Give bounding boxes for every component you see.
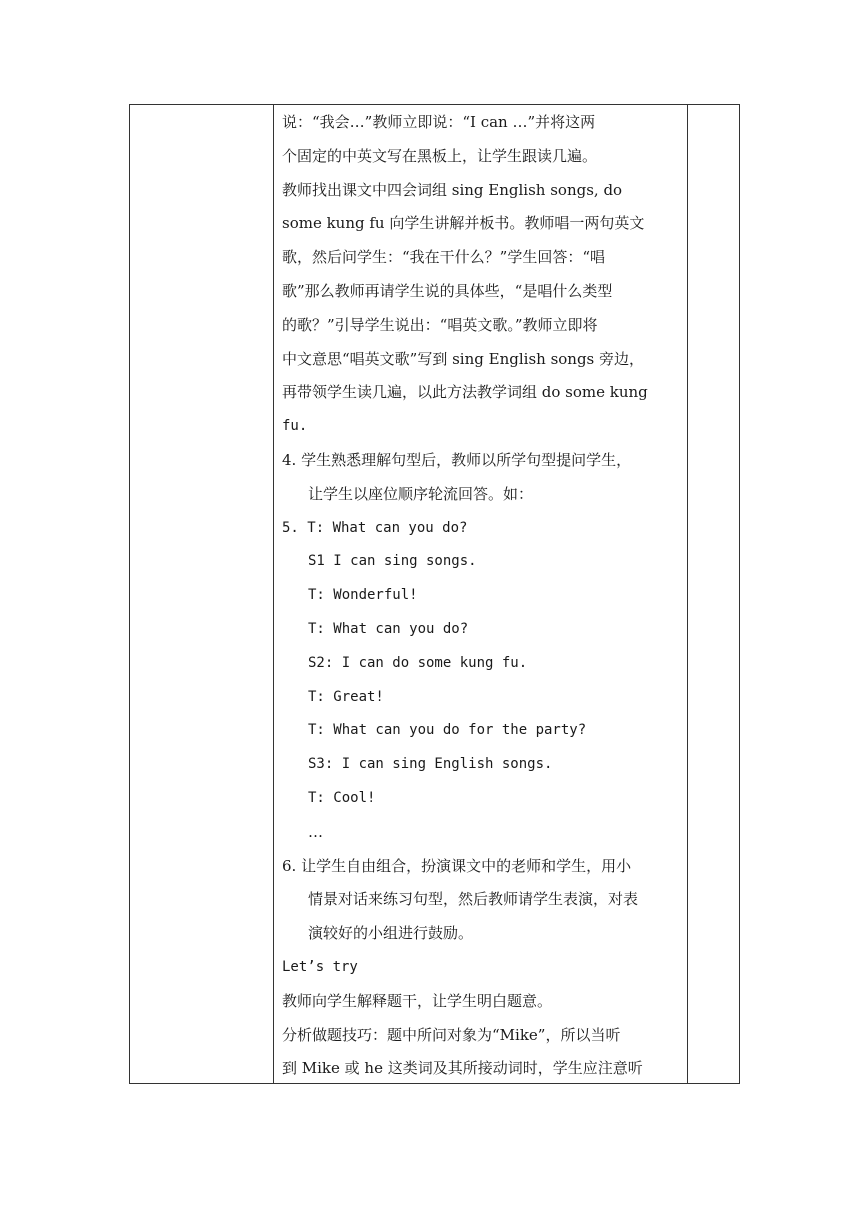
dialogue-line: S3: I can sing English songs. <box>308 756 553 773</box>
dialogue-line: S2: I can do some kung fu. <box>308 654 528 671</box>
section-heading-lets-try: Let’s try <box>282 958 358 975</box>
text-line: 的歌？”引导学生说出：“唱英文歌。”教师立即将 <box>282 315 598 334</box>
dialogue-line: T: What can you do? <box>308 620 469 637</box>
lesson-plan-table <box>129 104 740 1084</box>
text-line: 分析做题技巧：题中所问对象为“Mike”，所以当听 <box>282 1025 621 1044</box>
text-line: fu. <box>282 418 308 435</box>
column-divider-right <box>687 105 688 1083</box>
text-line: 歌，然后问学生：“我在干什么？”学生回答：“唱 <box>282 248 606 267</box>
column-divider-left <box>273 105 274 1083</box>
text-line: 情景对话来练习句型，然后教师请学生表演，对表 <box>308 890 639 909</box>
ellipsis-line: … <box>308 822 323 841</box>
text-line: 个固定的中英文写在黑板上，让学生跟读几遍。 <box>282 146 598 165</box>
dialogue-line: T: Great! <box>308 688 384 705</box>
dialogue-line: T: Cool! <box>308 789 376 806</box>
dialogue-line: T: What can you do for the party? <box>308 722 587 739</box>
numbered-item-5: 5. T: What can you do? <box>282 519 468 536</box>
text-line: 教师找出课文中四会词组 sing English songs, do <box>282 180 623 199</box>
numbered-item-6: 6. 让学生自由组合，扮演课文中的老师和学生，用小 <box>282 856 632 875</box>
text-line: 让学生以座位顺序轮流回答。如： <box>308 484 534 503</box>
text-line: some kung fu 向学生讲解并板书。教师唱一两句英文 <box>282 214 645 233</box>
dialogue-line: T: Wonderful! <box>308 587 418 604</box>
text-line: 歌”那么教师再请学生说的具体些，“是唱什么类型 <box>282 281 613 300</box>
text-line: 说：“我会…”教师立即说：“I can …”并将这两 <box>282 113 596 131</box>
text-line: 到 Mike 或 he 这类词及其所接动词时，学生应注意听 <box>282 1059 643 1078</box>
text-line: 教师向学生解释题干，让学生明白题意。 <box>282 991 553 1010</box>
text-line: 中文意思“唱英文歌”写到 sing English songs 旁边， <box>282 349 645 368</box>
text-line: 演较好的小组进行鼓励。 <box>308 924 474 943</box>
teaching-procedure-cell <box>282 105 686 1086</box>
text-line: 再带领学生读几遍，以此方法教学词组 do some kung <box>282 383 648 402</box>
dialogue-line: S1 I can sing songs. <box>308 553 477 570</box>
numbered-item-4: 4. 学生熟悉理解句型后，教师以所学句型提问学生， <box>282 450 632 469</box>
